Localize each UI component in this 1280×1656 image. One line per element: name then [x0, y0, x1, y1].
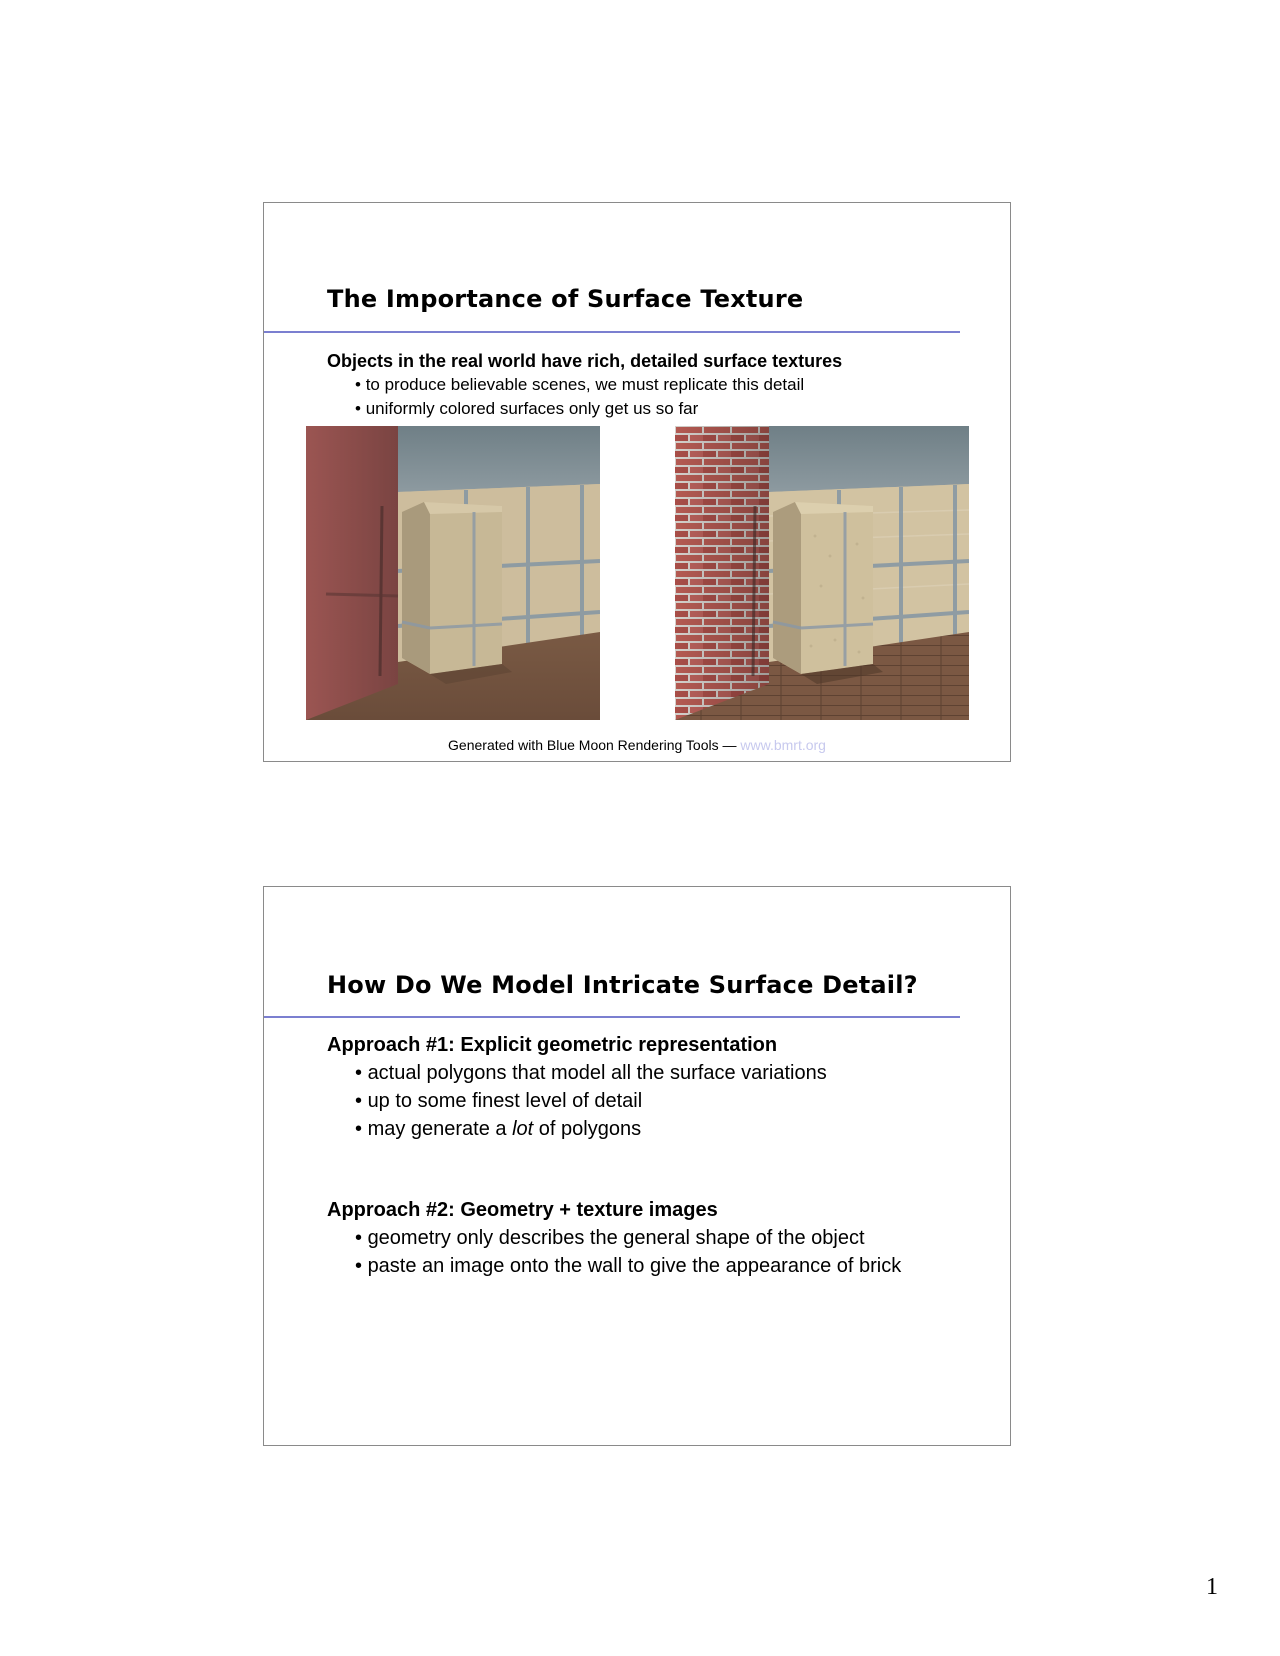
caption-text: Generated with Blue Moon Rendering Tools — — [448, 737, 741, 753]
bullet-item: • actual polygons that model all the surface variations — [355, 1059, 990, 1087]
bullet-item: • up to some finest level of detail — [355, 1087, 990, 1115]
bullet-item: • paste an image onto the wall to give the appearance of brick — [355, 1252, 990, 1280]
slide-title: How Do We Model Intricate Surface Detail? — [327, 971, 918, 999]
emphasis-text: lot — [512, 1118, 534, 1140]
slide-title: The Importance of Surface Texture — [327, 285, 804, 313]
approach-2-section — [327, 1196, 990, 1280]
textured-surfaces-render — [675, 426, 969, 720]
bullet-list — [327, 1224, 990, 1280]
slide-body — [327, 349, 990, 421]
bullet-list — [327, 373, 990, 421]
bmrt-link[interactable]: www.bmrt.org — [740, 737, 826, 753]
approach-1-heading: Approach #1: Explicit geometric representation — [327, 1034, 778, 1056]
bullet-text: may generate a — [367, 1118, 513, 1140]
image-caption — [264, 737, 1010, 753]
bullet-text: of polygons — [533, 1118, 642, 1140]
title-divider — [264, 331, 960, 333]
bullet-item — [355, 1115, 990, 1143]
main-point: Objects in the real world have rich, detailed surface textures — [327, 351, 843, 371]
slide-surface-detail — [263, 886, 1011, 1446]
approach-2-heading: Approach #2: Geometry + texture images — [327, 1199, 718, 1221]
bullet-item: • uniformly colored surfaces only get us so far — [355, 397, 990, 421]
plain-surfaces-render — [306, 426, 600, 720]
bullet-item: • geometry only describes the general shape of the object — [355, 1224, 990, 1252]
slide-surface-texture — [263, 202, 1011, 762]
bullet-item: • to produce believable scenes, we must replicate this detail — [355, 373, 990, 397]
page-number: 1 — [1206, 1574, 1218, 1600]
bullet-list — [327, 1059, 990, 1143]
approach-1-section — [327, 1031, 990, 1143]
title-divider — [264, 1016, 960, 1018]
